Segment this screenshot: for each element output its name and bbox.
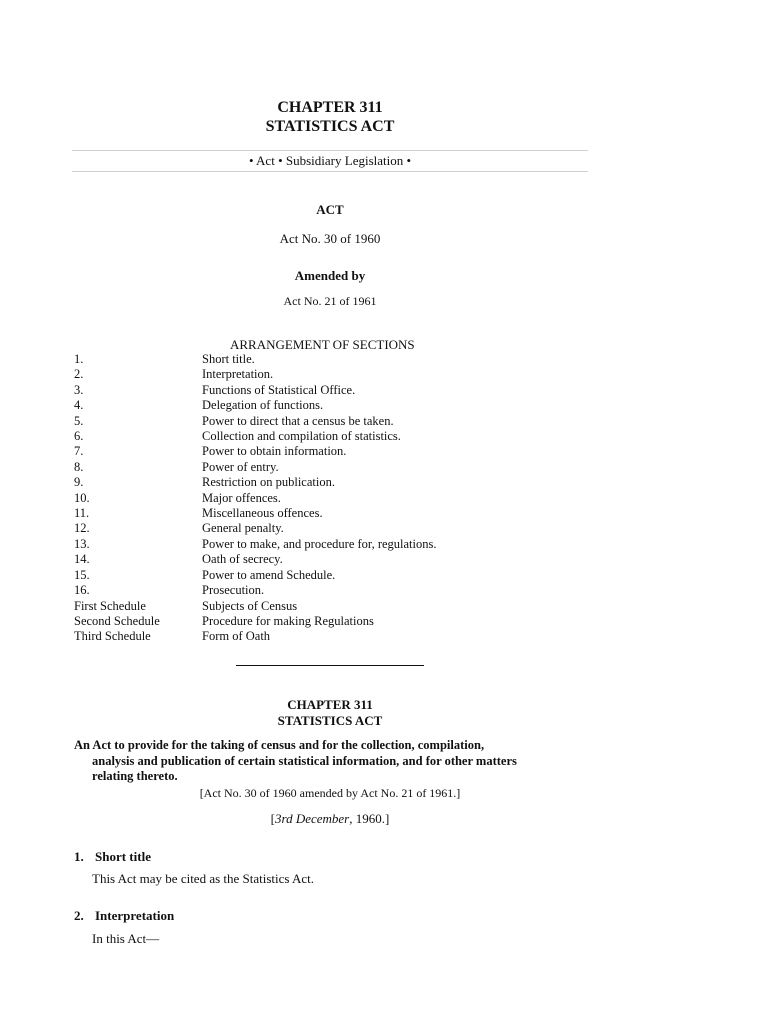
- nav-subsidiary-legislation-link[interactable]: Subsidiary Legislation: [285, 153, 404, 168]
- arrangement-section-title[interactable]: Interpretation.: [202, 367, 274, 382]
- arrangement-section-title[interactable]: Power of entry.: [202, 459, 279, 474]
- arrangement-row: [74, 429, 437, 444]
- arrangement-section-number: 9.: [74, 475, 84, 490]
- arrangement-section-title[interactable]: Short title.: [202, 352, 255, 366]
- arrangement-row: [74, 383, 437, 398]
- nav-bullet: •: [248, 153, 254, 168]
- arrangement-section-title[interactable]: Oath of secrecy.: [202, 552, 283, 567]
- arrangement-section-number: 7.: [74, 444, 84, 459]
- amended-by-value: Act No. 21 of 1961: [283, 294, 377, 308]
- arrangement-section-title[interactable]: Power to make, and procedure for, regulations.: [202, 536, 437, 551]
- arrangement-row: [74, 444, 437, 459]
- section-2-text: In this Act—: [92, 931, 160, 946]
- arrangement-section-number: 14.: [74, 552, 90, 567]
- arrangement-section-title[interactable]: Form of Oath: [202, 629, 271, 644]
- arrangement-section-number: 8.: [74, 459, 84, 474]
- arrangement-section-title[interactable]: Restriction on publication.: [202, 475, 335, 490]
- section-2-heading: [74, 908, 174, 924]
- section-number: 2.: [74, 908, 84, 923]
- arrangement-row: [74, 460, 437, 475]
- arrangement-row: [74, 537, 437, 552]
- document-nav: [72, 153, 588, 169]
- commencement-date: [72, 811, 588, 827]
- long-title-line: analysis and publication of certain statistical information, and for other matters: [92, 753, 517, 768]
- amended-by-label: Amended by: [294, 268, 366, 283]
- arrangement-section-number: 3.: [74, 382, 84, 397]
- arrangement-section-number: 6.: [74, 429, 84, 444]
- arrangement-section-title[interactable]: Delegation of functions.: [202, 398, 324, 413]
- arrangement-section-number: 12.: [74, 521, 90, 536]
- arrangement-row: [74, 629, 437, 644]
- nav-bullet: •: [278, 153, 283, 168]
- section-title: Interpretation: [95, 908, 175, 923]
- arrangement-section-number: 4.: [74, 398, 84, 413]
- arrangement-row: [74, 583, 437, 598]
- arrangement-section-title[interactable]: Major offences.: [202, 490, 281, 505]
- section-1-heading: [74, 849, 151, 865]
- arrangement-section-number: 16.: [74, 583, 90, 598]
- arrangement-section-title[interactable]: Power to amend Schedule.: [202, 567, 336, 582]
- date-close: , 1960.]: [349, 811, 390, 826]
- arrangement-section-number: 15.: [74, 567, 90, 582]
- arrangement-section-title[interactable]: Collection and compilation of statistics.: [202, 429, 401, 444]
- section-number: 1.: [74, 849, 84, 864]
- arrangement-section-number: 11.: [74, 506, 90, 521]
- arrangement-section-number: 5.: [74, 413, 84, 428]
- arrangement-row: [74, 491, 437, 506]
- arrangement-section-number: 2.: [74, 367, 84, 382]
- nav-bottom-rule: [72, 171, 588, 172]
- arrangement-section-number: 10.: [74, 490, 90, 505]
- arrangement-row: [74, 398, 437, 413]
- nav-top-rule: [72, 150, 588, 151]
- long-title-line: relating thereto.: [92, 769, 178, 783]
- arrangement-section-title[interactable]: Miscellaneous offences.: [202, 506, 323, 521]
- arrangement-row: [74, 552, 437, 567]
- arrangement-section-number: 1.: [74, 352, 84, 366]
- body-act-title: STATISTICS ACT: [277, 713, 383, 728]
- arrangement-row: [74, 521, 437, 536]
- arrangement-section-title[interactable]: Power to direct that a census be taken.: [202, 413, 394, 428]
- nav-act-link[interactable]: Act: [256, 153, 275, 168]
- act-citation: [Act No. 30 of 1960 amended by Act No. 21 of 1961.]: [199, 786, 461, 800]
- section-title: Short title: [95, 849, 151, 864]
- section-divider: [236, 665, 424, 666]
- arrangement-row: [74, 367, 437, 382]
- arrangement-row: [74, 599, 437, 614]
- long-title: [74, 738, 590, 785]
- arrangement-row: [74, 475, 437, 490]
- date-open-bracket: [: [270, 811, 275, 826]
- arrangement-row: [74, 414, 437, 429]
- section-1-text: This Act may be cited as the Statistics Act.: [92, 871, 315, 886]
- arrangement-section-title[interactable]: General penalty.: [202, 521, 284, 536]
- arrangement-section-title[interactable]: Prosecution.: [202, 583, 265, 598]
- long-title-line: An Act to provide for the taking of census and for the collection, compilation,: [74, 738, 485, 752]
- chapter-number: CHAPTER 311: [277, 99, 383, 116]
- body-chapter-heading: [72, 697, 588, 729]
- act-number: Act No. 30 of 1960: [279, 231, 381, 246]
- arrangement-section-number: First Schedule: [74, 598, 146, 613]
- arrangement-row: [74, 568, 437, 583]
- act-title: STATISTICS ACT: [265, 118, 395, 135]
- body-chapter-number: CHAPTER 311: [287, 697, 373, 712]
- arrangement-section-title[interactable]: Procedure for making Regulations: [202, 613, 374, 628]
- chapter-heading: [72, 98, 588, 136]
- arrangement-section-title[interactable]: Functions of Statistical Office.: [202, 382, 356, 397]
- arrangement-section-number: Second Schedule: [74, 613, 160, 628]
- arrangement-section-number: Third Schedule: [74, 629, 151, 644]
- arrangement-section-title[interactable]: Subjects of Census: [202, 598, 298, 613]
- arrangement-row: [74, 614, 437, 629]
- date-italic: 3rd December: [275, 811, 350, 826]
- nav-bullet: •: [406, 153, 412, 168]
- arrangement-section-title[interactable]: Power to obtain information.: [202, 444, 347, 459]
- act-heading: ACT: [316, 202, 344, 217]
- arrangement-section-number: 13.: [74, 536, 90, 551]
- arrangement-heading: ARRANGEMENT OF SECTIONS: [230, 337, 415, 352]
- arrangement-row: [74, 352, 437, 367]
- arrangement-list: [74, 352, 437, 645]
- arrangement-row: [74, 506, 437, 521]
